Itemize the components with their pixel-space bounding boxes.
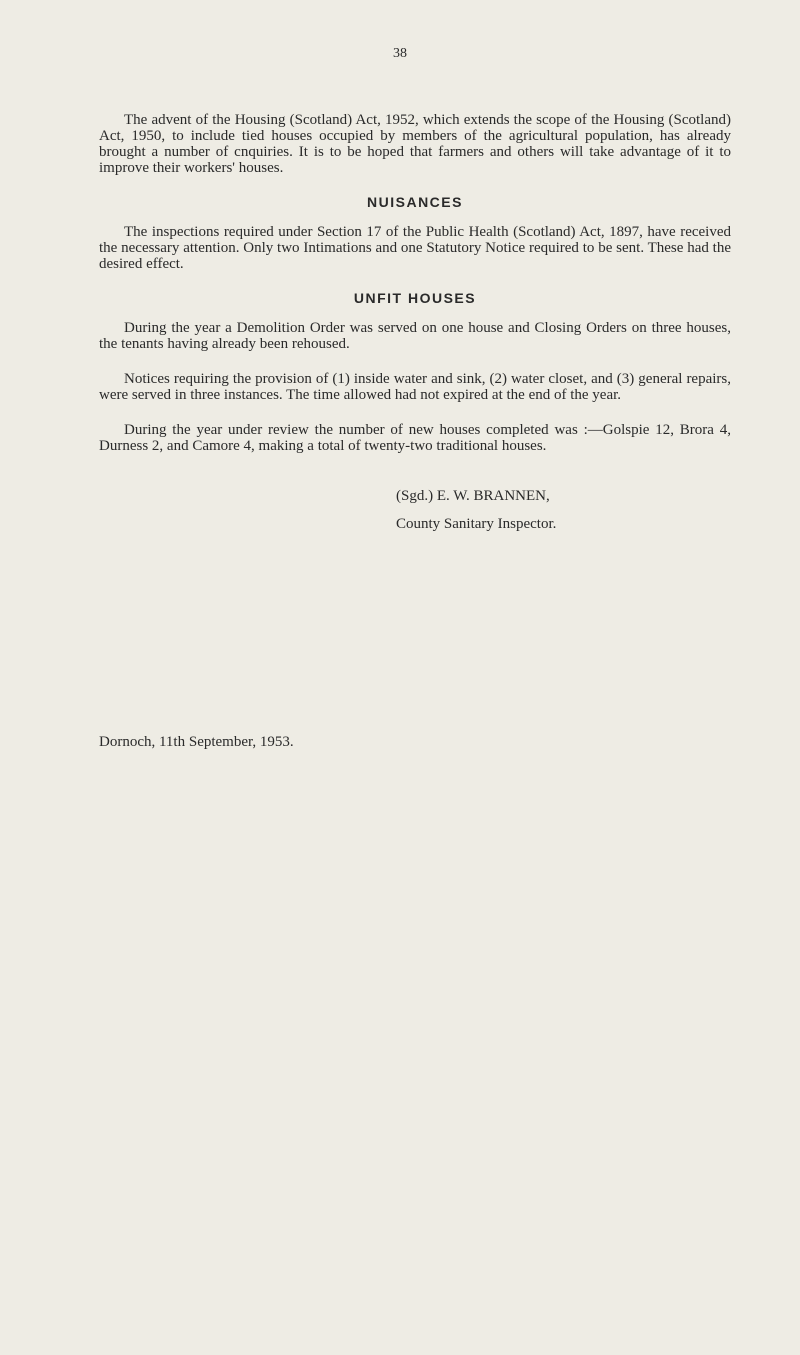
- intro-paragraph: The advent of the Housing (Scotland) Act, 1952, which extends the scope of the Housing (Scotland) Act, 1950, to include tied houses occupied by members of the agricultural population, has already brought a number of cnquiries. It is to be hoped that farmers and others will take advantage of it to improve their workers' houses.: [99, 112, 731, 176]
- unfit-houses-heading: UNFIT HOUSES: [353, 290, 477, 306]
- document-body: [99, 112, 731, 538]
- notices-paragraph: Notices requiring the provision of (1) inside water and sink, (2) water closet, and (3) general repairs, were served in three instances. The time allowed had not expired at the end of the year.: [99, 371, 731, 403]
- page-number: 38: [393, 46, 407, 61]
- new-houses-paragraph: During the year under review the number of new houses completed was :—Golspie 12, Brora 4, Durness 2, and Camore 4, making a total of twenty-two traditional houses.: [99, 422, 731, 454]
- signatory-name: (Sgd.) E. W. BRANNEN,: [396, 488, 550, 504]
- place-and-date: Dornoch, 11th September, 1953.: [99, 734, 294, 750]
- demolition-paragraph: During the year a Demolition Order was served on one house and Closing Orders on three houses, the tenants having already been rehoused.: [99, 320, 731, 352]
- signature-block: [396, 482, 731, 538]
- signatory-title: County Sanitary Inspector.: [396, 516, 557, 532]
- nuisances-heading: NUISANCES: [367, 194, 463, 210]
- nuisances-paragraph: The inspections required under Section 17 of the Public Health (Scotland) Act, 1897, have received the necessary attention. Only two Intimations and one Statutory Notice required to be sent. These had the desired effect.: [99, 224, 731, 272]
